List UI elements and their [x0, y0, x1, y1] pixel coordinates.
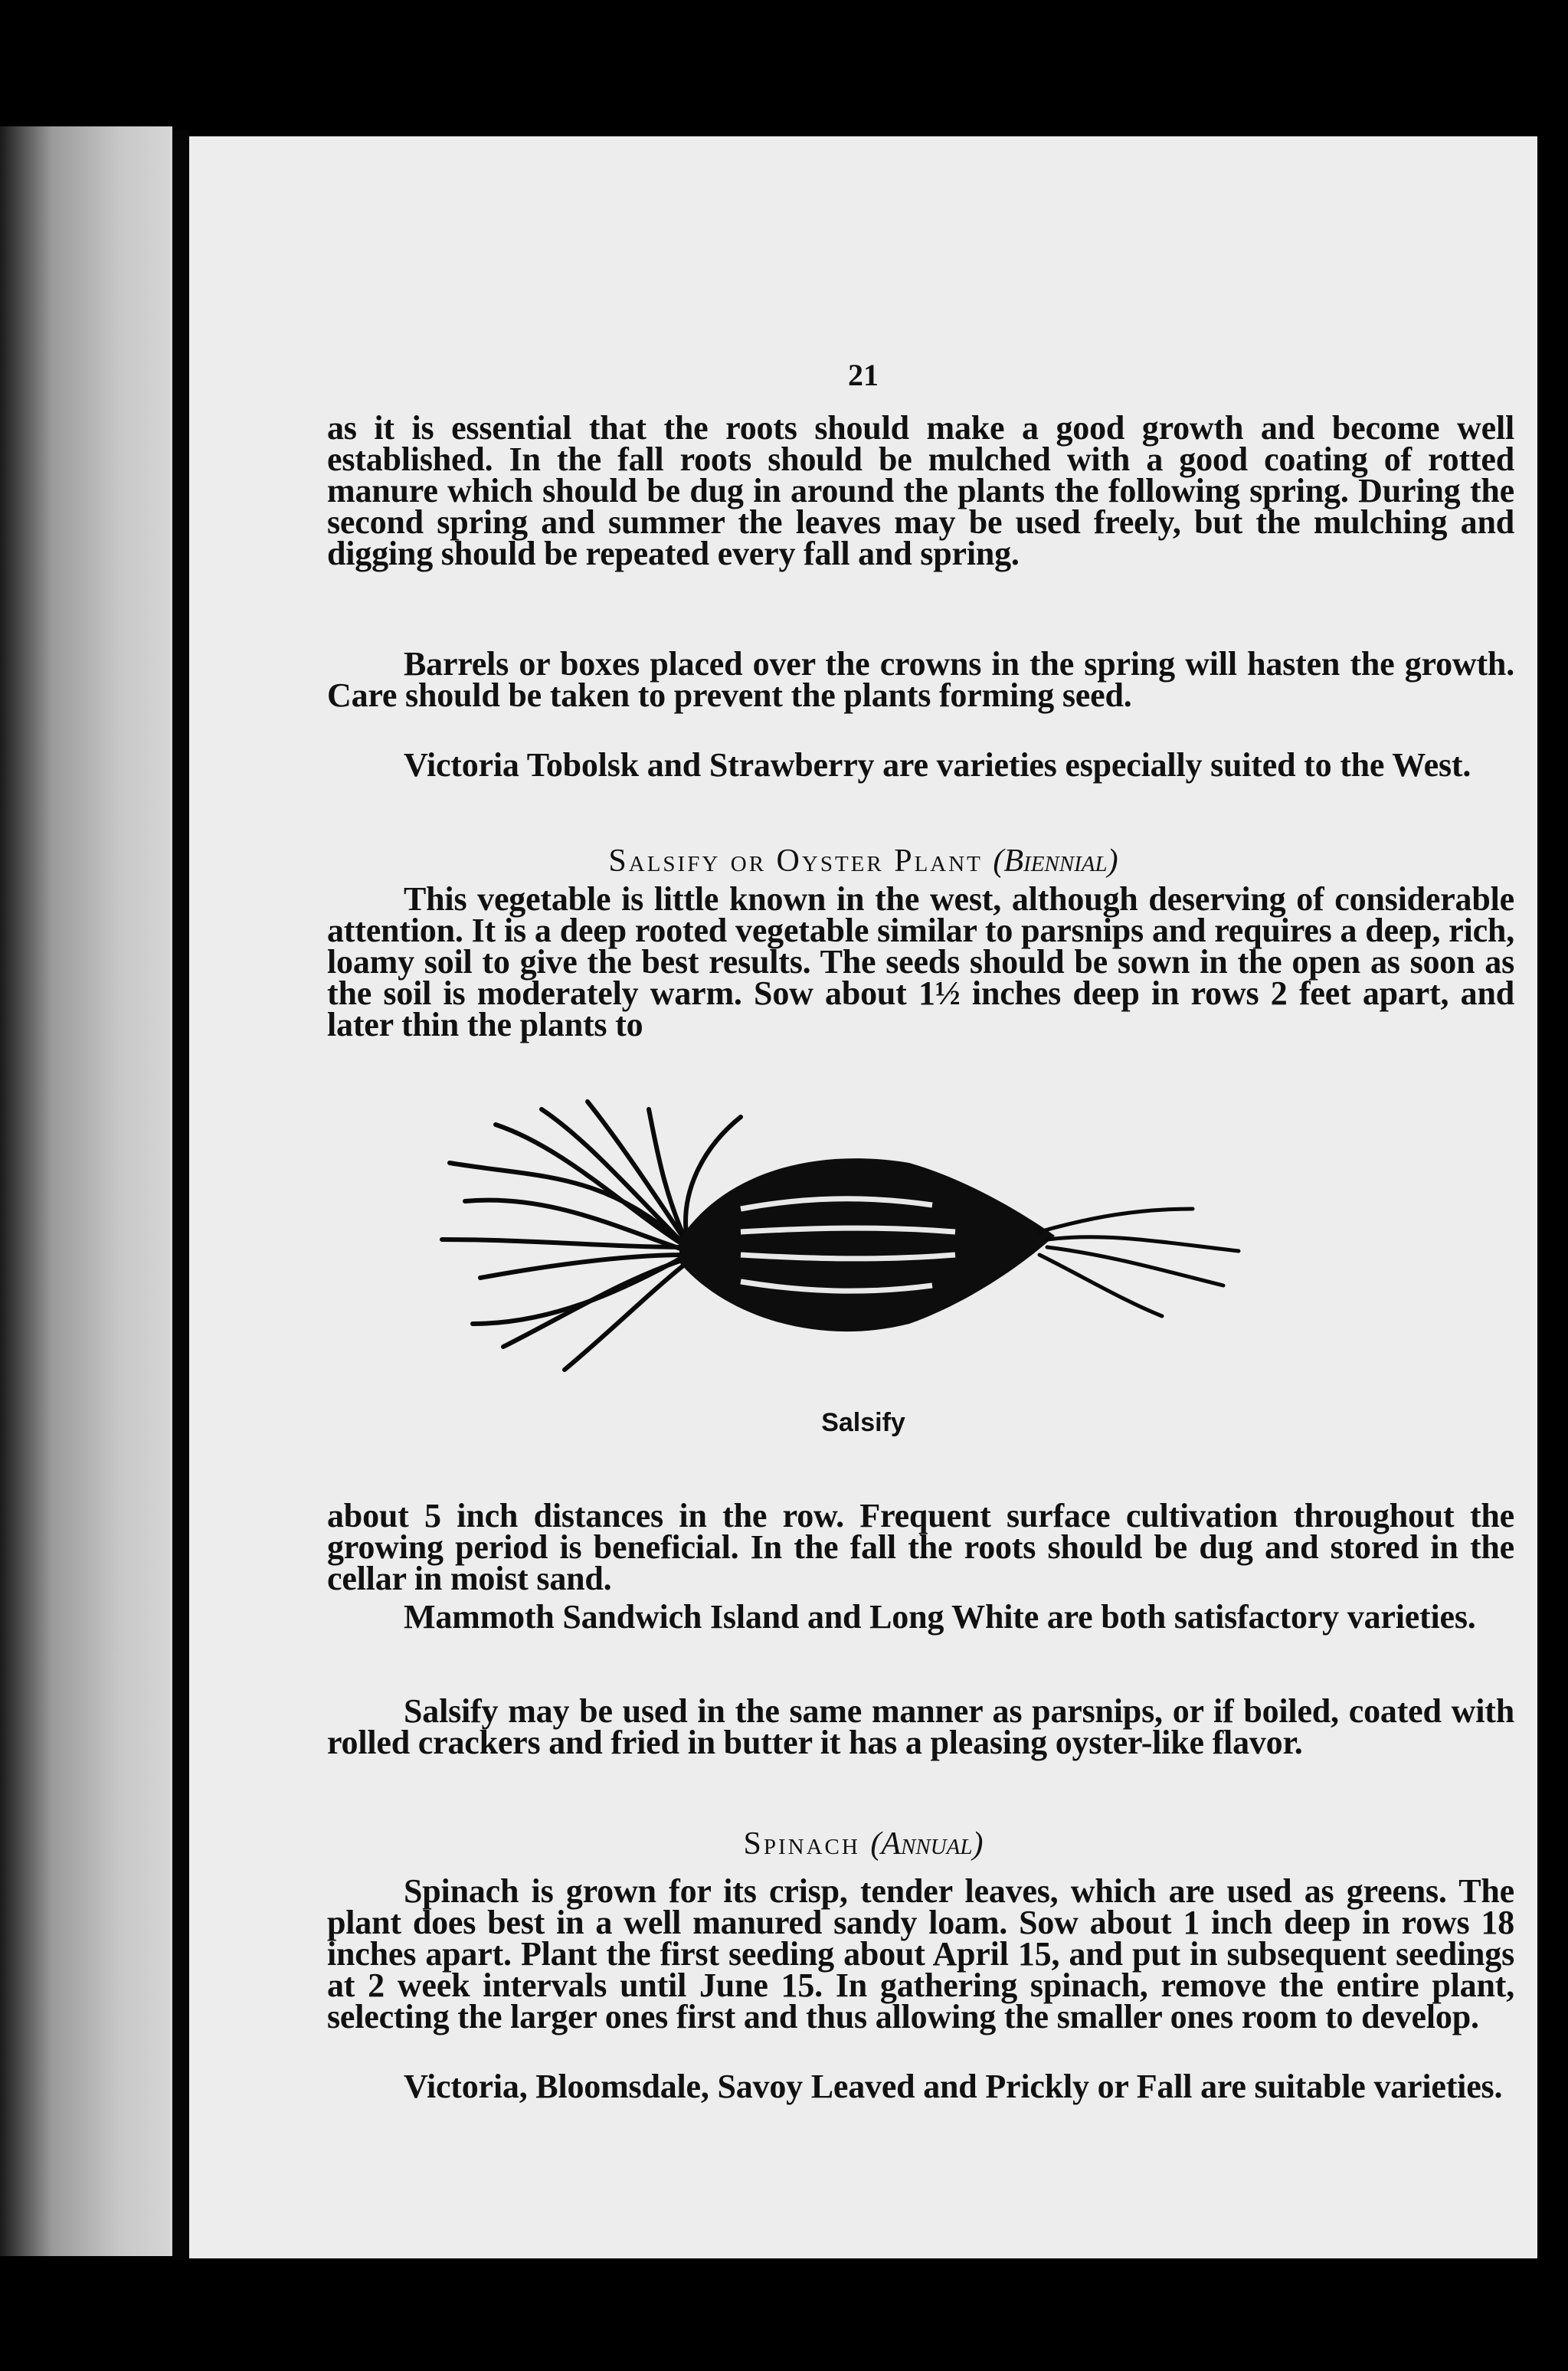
- paragraph-forcing: Barrels or boxes placed over the crowns in the spring will hasten the growth. Care should be taken to prevent the plants forming seed.: [327, 645, 1514, 714]
- salsify-illustration: [434, 1094, 1246, 1385]
- spinach-culture-block: [327, 1872, 1514, 2035]
- paragraph-culture: as it is essential that the roots should make a good growth and become well established. In the fall roots should be mulched with a good coating of rotted manure which should be dug in around the plants the following spring. During the second spring and summer the leaves may be used freely, but the mulching and digging should be repeated every fall and spring.: [327, 409, 1514, 572]
- paragraph-spinach-varieties: Victoria, Bloomsdale, Savoy Leaved and Prickly or Fall are suitable varieties.: [404, 2068, 1503, 2105]
- heading-salsify-note: (Biennial): [993, 843, 1118, 879]
- paragraph-rhubarb-varieties: Victoria Tobolsk and Strawberry are varieties especially suited to the West.: [404, 746, 1471, 784]
- heading-spinach: [189, 1826, 1537, 1862]
- rhubarb-section-text: [327, 409, 1514, 572]
- paragraph-spinach-culture: Spinach is grown for its crisp, tender leaves, which are used as greens. The plant does best in a well manured sandy loam. Sow about 1 inch deep in rows 18 inches apart. Plant the first seeding about April 15, and put in subsequent seedings at 2 week intervals until June 15. In gathering spinach, remove the entire plant, selecting the larger ones first and thus allowing the smaller ones room to develop.: [327, 1872, 1514, 2035]
- paragraph-salsify-care: about 5 inch distances in the row. Frequent surface cultivation throughout the growing period is beneficial. In the fall the roots should be dug and stored in the cellar in moist sand.: [327, 1497, 1514, 1597]
- spinach-varieties-block: [327, 2068, 1514, 2105]
- salsify-intro-block: [327, 880, 1514, 1043]
- heading-salsify-title: Salsify or Oyster Plant: [608, 843, 983, 879]
- varieties-paragraph-block: [327, 746, 1514, 784]
- paragraph-salsify-intro: This vegetable is little known in the west, although deserving of considerable attention. It is a deep rooted vegetable similar to parsnips and requires a deep, rich, loamy soil to give the best results. The seeds should be sown in the open as soon as the soil is moderately warm. Sow about 1½ inches deep in rows 2 feet apart, and later thin the plants to: [327, 880, 1514, 1043]
- paragraph-salsify-use: Salsify may be used in the same manner as parsnips, or if boiled, coated with rolled crackers and fried in butter it has a pleasing oyster-like flavor.: [327, 1692, 1514, 1761]
- page-binding-rule: [172, 130, 189, 2260]
- figure-caption: Salsify: [821, 1408, 905, 1437]
- heading-spinach-note: (Annual): [870, 1826, 984, 1862]
- facing-page-edge: [0, 126, 172, 2256]
- paragraph-salsify-varieties: Mammoth Sandwich Island and Long White are both satisfactory varieties.: [404, 1598, 1476, 1636]
- book-page: [189, 136, 1537, 2258]
- forcing-paragraph-block: [327, 645, 1514, 714]
- heading-salsify: [189, 843, 1537, 879]
- salsify-varieties-block: [327, 1598, 1514, 1636]
- page-number: 21: [848, 358, 879, 392]
- heading-spinach-title: Spinach: [743, 1826, 860, 1862]
- salsify-care-block: [327, 1497, 1514, 1597]
- salsify-use-block: [327, 1692, 1514, 1761]
